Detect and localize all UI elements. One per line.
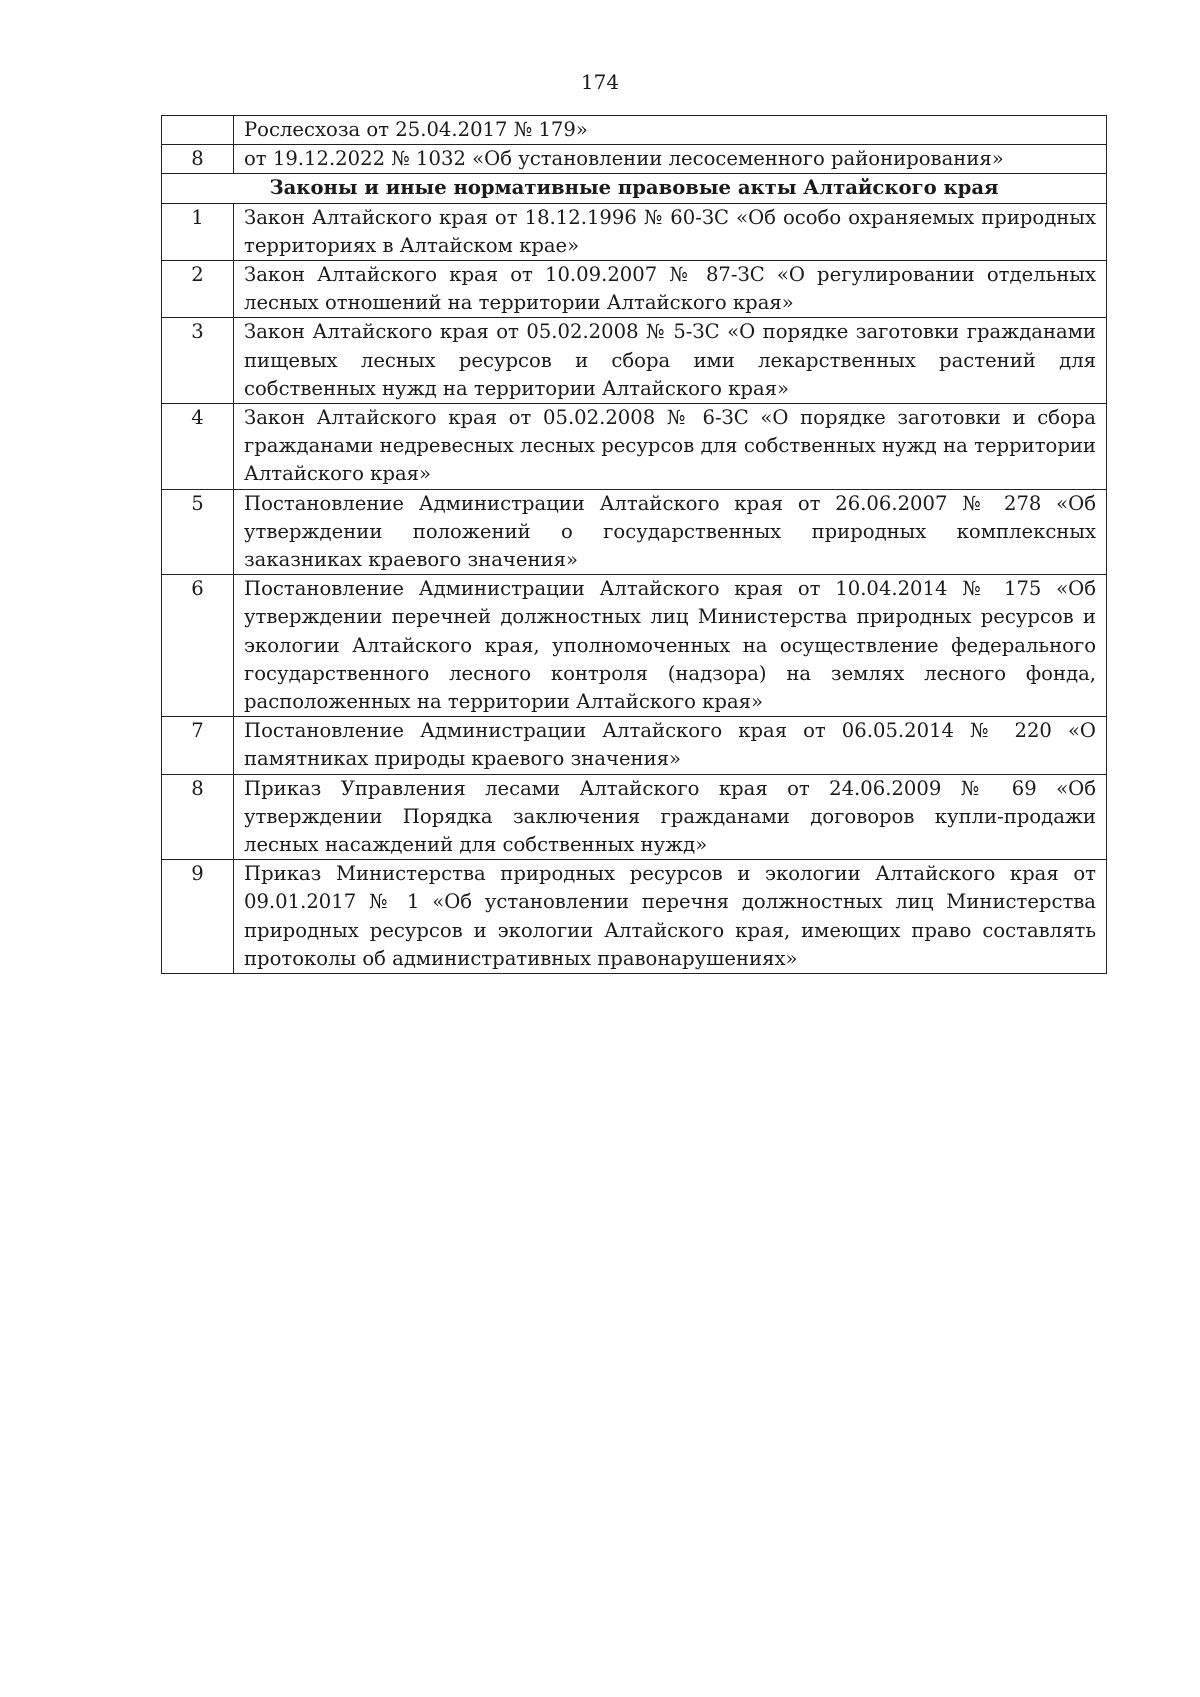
table-row: [162, 489, 1107, 575]
table-row: [162, 774, 1107, 860]
row-text: Приказ Управления лесами Алтайского края от 24.06.2009 № 69 «Об утверждении Порядка заключения гражданами договоров купли-продажи лесных насаждений для собственных нужд»: [234, 774, 1107, 860]
table-row: [162, 203, 1107, 260]
table-row: [162, 261, 1107, 318]
row-number: 9: [162, 860, 234, 974]
row-text: Рослесхоза от 25.04.2017 № 179»: [234, 116, 1107, 145]
table-row: [162, 116, 1107, 145]
row-number: 4: [162, 404, 234, 490]
row-number: 1: [162, 203, 234, 260]
table-row: [162, 860, 1107, 974]
row-number: 8: [162, 774, 234, 860]
legal-acts-table: [161, 115, 1107, 974]
table-row: [162, 575, 1107, 717]
row-text: Закон Алтайского края от 18.12.1996 № 60-ЗС «Об особо охраняемых природных территориях в Алтайском крае»: [234, 203, 1107, 260]
table-row: [162, 717, 1107, 774]
row-number: 7: [162, 717, 234, 774]
row-text: Закон Алтайского края от 05.02.2008 № 6-ЗС «О порядке заготовки и сбора гражданами недревесных лесных ресурсов для собственных нужд на территории Алтайского края»: [234, 404, 1107, 490]
table-row: [162, 145, 1107, 174]
row-number: 3: [162, 318, 234, 404]
row-text: от 19.12.2022 № 1032 «Об установлении лесосеменного районирования»: [234, 145, 1107, 174]
row-text: Приказ Министерства природных ресурсов и экологии Алтайского края от 09.01.2017 № 1 «Об установлении перечня должностных лиц Министерства природных ресурсов и экологии Алтайского края, имеющих право составлять протоколы об административных правонарушениях»: [234, 860, 1107, 974]
row-text: Постановление Администрации Алтайского края от 10.04.2014 № 175 «Об утверждении перечней должностных лиц Министерства природных ресурсов и экологии Алтайского края, уполномоченных на осуществление федерального государственного лесного контроля (надзора) на землях лесного фонда, расположенных на территории Алтайского края»: [234, 575, 1107, 717]
row-text: Постановление Администрации Алтайского края от 06.05.2014 № 220 «О памятниках природы краевого значения»: [234, 717, 1107, 774]
page-number: 174: [580, 70, 620, 94]
table-row: [162, 318, 1107, 404]
row-number: 8: [162, 145, 234, 174]
section-title: Законы и иные нормативные правовые акты Алтайского края: [162, 174, 1107, 203]
row-text: Закон Алтайского края от 05.02.2008 № 5-ЗС «О порядке заготовки гражданами пищевых лесных ресурсов и сбора ими лекарственных растений для собственных нужд на территории Алтайского края»: [234, 318, 1107, 404]
row-number: 2: [162, 261, 234, 318]
row-number: 6: [162, 575, 234, 717]
row-number: [162, 116, 234, 145]
section-header-row: [162, 174, 1107, 203]
row-text: Постановление Администрации Алтайского края от 26.06.2007 № 278 «Об утверждении положений о государственных природных комплексных заказниках краевого значения»: [234, 489, 1107, 575]
table-row: [162, 404, 1107, 490]
row-number: 5: [162, 489, 234, 575]
row-text: Закон Алтайского края от 10.09.2007 № 87-ЗС «О регулировании отдельных лесных отношений на территории Алтайского края»: [234, 261, 1107, 318]
